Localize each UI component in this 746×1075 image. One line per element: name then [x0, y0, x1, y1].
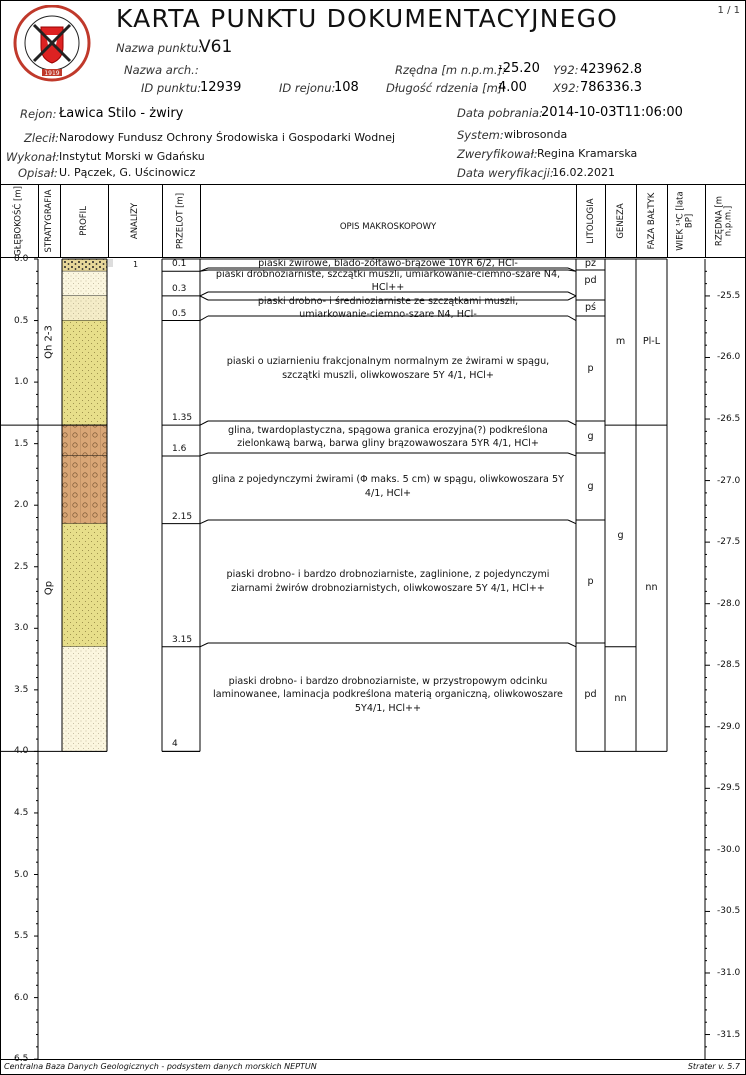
description-cell: piaski o uziarnieniu frakcjonalnym normalnym ze żwirami w spągu, szczątki muszli, oliwkowoszare 5Y 4/1, HCl+	[226, 356, 550, 381]
system-value: wibrosonda	[504, 128, 568, 141]
elevation-label: -30.5	[717, 906, 741, 917]
analysis-marker: 1	[133, 260, 139, 270]
lithology-code: pś	[584, 302, 597, 313]
przelot-depth: 1.6	[172, 443, 187, 454]
description-cell: piaski żwirowe, blado-żółtawo-brązowe 10YR 6/2, HCl-	[258, 257, 518, 269]
depth-label: 0.5	[14, 315, 29, 326]
data-pobrania: 2014-10-03T11:06:00	[541, 105, 683, 120]
profile-pattern	[62, 425, 107, 456]
depth-label: 0.0	[14, 254, 29, 264]
dlugosc-label: Długość rdzenia [m]:	[386, 81, 507, 95]
profile-pattern	[62, 647, 107, 752]
elevation-label: -30.0	[717, 844, 741, 855]
elevation-label: -28.0	[717, 598, 741, 609]
depth-label: 3.0	[14, 623, 29, 634]
header-glebokosc: GŁĘBOKOŚĆ [m]	[13, 186, 24, 256]
lithology-code: p	[587, 362, 594, 374]
lithology-code: g	[587, 431, 594, 442]
data-weryfikacji: 16.02.2021	[552, 166, 615, 179]
description-cell: piaski drobnoziarniste, szczątki muszli, umiarkowanie-ciemno-szare N4, HCl++	[215, 268, 561, 293]
zweryfikowal-label: Zweryfikował:	[457, 147, 538, 161]
geneza-code: g	[617, 529, 624, 541]
depth-label: 6.5	[14, 1054, 29, 1065]
header-faza: FAZA BAŁTYK	[646, 192, 657, 250]
rejon-label: Rejon:	[20, 107, 57, 121]
id-rejonu: 108	[334, 80, 359, 95]
profile-pattern	[62, 259, 107, 271]
elevation-label: -29.5	[717, 783, 741, 794]
id-punktu-label: ID punktu:	[141, 81, 202, 95]
depth-label: 4.0	[14, 746, 29, 757]
przelot-depth: 3.15	[172, 634, 193, 645]
wykonal-value: Instytut Morski w Gdańsku	[59, 150, 205, 163]
depth-label: 2.5	[14, 561, 29, 572]
faza-code: Pl-L	[642, 336, 661, 348]
depth-label: 2.0	[14, 500, 29, 511]
elevation-label: -26.5	[717, 414, 741, 425]
page-number: 1 / 1	[717, 5, 740, 16]
depth-label: 5.0	[14, 869, 29, 880]
description-cell: glina, twardoplastyczna, spągowa granica erozyjna(?) podkreślona zielonkawą barwą, barwa gliny brązowawoszara 5YR 4/1, HCl+	[228, 424, 548, 449]
lithology-code: pd	[584, 689, 597, 700]
x92-label: X92:	[553, 81, 580, 95]
header-opis: OPIS MAKROSKOPOWY	[339, 222, 437, 232]
przelot-depth: 2.15	[172, 511, 193, 522]
profile-pattern	[62, 321, 107, 426]
id-punktu: 12939	[200, 80, 242, 95]
elevation-label: -29.0	[717, 721, 741, 732]
lithology-code: g	[587, 480, 594, 492]
elevation-label: -27.0	[717, 475, 741, 486]
description-cell: glina z pojedynczymi żwirami (Φ maks. 5 cm) w spągu, oliwkowoszara 5Y 4/1, HCl+	[212, 474, 564, 499]
header-litologia: LITOLOGIA	[585, 198, 596, 244]
y92-label: Y92:	[553, 63, 579, 77]
faza-code: nn	[645, 582, 658, 594]
geneza-code: nn	[614, 693, 627, 705]
nazwa-punktu-label: Nazwa punktu:	[116, 41, 203, 55]
dlugosc-value: 4.00	[498, 80, 527, 95]
zweryfikowal-value: Regina Kramarska	[537, 147, 638, 160]
zlecil-value: Narodowy Fundusz Ochrony Środowiska i Gospodarki Wodnej	[59, 131, 396, 144]
przelot-depth: 4	[172, 739, 178, 750]
rejon-value: Ławica Stilo - żwiry	[59, 106, 184, 121]
footer-source: Centralna Baza Danych Geologicznych - podsystem danych morskich NEPTUN	[4, 1062, 317, 1071]
przelot-depth: 0.3	[172, 283, 187, 294]
header-wiek: WIEK ¹⁴C [lata BP]	[675, 191, 695, 251]
header-analizy: ANALIZY	[130, 202, 140, 240]
przelot-depth: 0.1	[172, 259, 187, 270]
elevation-label: -26.0	[717, 352, 741, 363]
przelot-depth: 0.5	[172, 308, 187, 319]
przelot-depth: 1.35	[172, 413, 193, 424]
wykonal-label: Wykonał:	[6, 150, 60, 164]
description-cell: piaski drobno- i średnioziarniste ze szczątkami muszli, umiarkowanie-ciemno-szare N4, HCl-	[257, 295, 519, 320]
header-profil: PROFIL	[79, 206, 89, 236]
header-stratygrafia: STRATYGRAFIA	[44, 189, 54, 253]
zlecil-label: Zlecił:	[24, 131, 59, 145]
profile-pattern	[62, 296, 107, 321]
opisal-value: U. Pączek, G. Uścinowicz	[59, 166, 196, 179]
lithology-code: pz	[584, 257, 597, 269]
footer-line	[0, 1059, 746, 1060]
depth-label: 6.0	[14, 992, 29, 1003]
opisal-label: Opisał:	[18, 166, 58, 180]
depth-label: 5.5	[14, 931, 29, 942]
elevation-label: -28.5	[717, 660, 741, 671]
depth-label: 4.5	[14, 807, 29, 818]
rzedna-value: -25.20	[498, 61, 540, 76]
geneza-code: m	[615, 336, 626, 348]
description-cell: piaski drobno- i bardzo drobnoziarniste, zaglinione, z pojedynczymi ziarnami żwirów drobnoziarnistych, oliwkowoszare 5Y 4/1, HCl++	[226, 569, 550, 594]
profile-pattern	[62, 456, 107, 524]
elevation-label: -27.5	[717, 537, 741, 548]
logo-year: 1919	[44, 70, 60, 77]
system-label: System:	[457, 128, 504, 142]
nazwa-punktu: V61	[199, 37, 233, 57]
profile-tab	[108, 259, 113, 267]
data-pobrania-label: Data pobrania:	[457, 106, 543, 120]
header-geneza: GENEZA	[615, 203, 626, 239]
lithology-code: p	[587, 575, 594, 587]
profile-pattern	[62, 271, 107, 296]
header-przelot: PRZELOT [m]	[175, 192, 186, 250]
stratigraphy-label: Qh 2-3	[43, 325, 55, 359]
depth-label: 1.5	[14, 438, 29, 449]
header-rzedna: RZĘDNA [m n.p.m.]	[714, 195, 734, 247]
depth-label: 3.5	[14, 684, 29, 695]
nazwa-arch-label: Nazwa arch.:	[124, 63, 199, 77]
elevation-label: -31.5	[717, 1029, 741, 1040]
depth-label: 1.0	[14, 377, 29, 388]
stratigraphy-label: Qp	[43, 581, 55, 596]
elevation-label: -25.5	[717, 290, 741, 301]
description-cell: piaski drobno- i bardzo drobnoziarniste, w przystropowym odcinku laminowanee, laminacja podkreślona materią organiczną, oliwkowoszare 5Y4/1, HCl++	[213, 675, 563, 714]
footer-version: Strater v. 5.7	[687, 1062, 740, 1071]
profile-pattern	[62, 524, 107, 647]
x92-value: 786336.3	[580, 80, 643, 95]
page-title: KARTA PUNKTU DOKUMENTACYJNEGO	[116, 4, 619, 33]
elevation-label: -31.0	[717, 967, 741, 978]
id-rejonu-label: ID rejonu:	[279, 81, 336, 95]
rzedna-label: Rzędna [m n.p.m.]:	[395, 63, 506, 77]
data-weryfikacji-label: Data weryfikacji:	[457, 166, 554, 180]
lithology-code: pd	[584, 275, 597, 286]
y92-value: 423962.8	[580, 62, 643, 77]
